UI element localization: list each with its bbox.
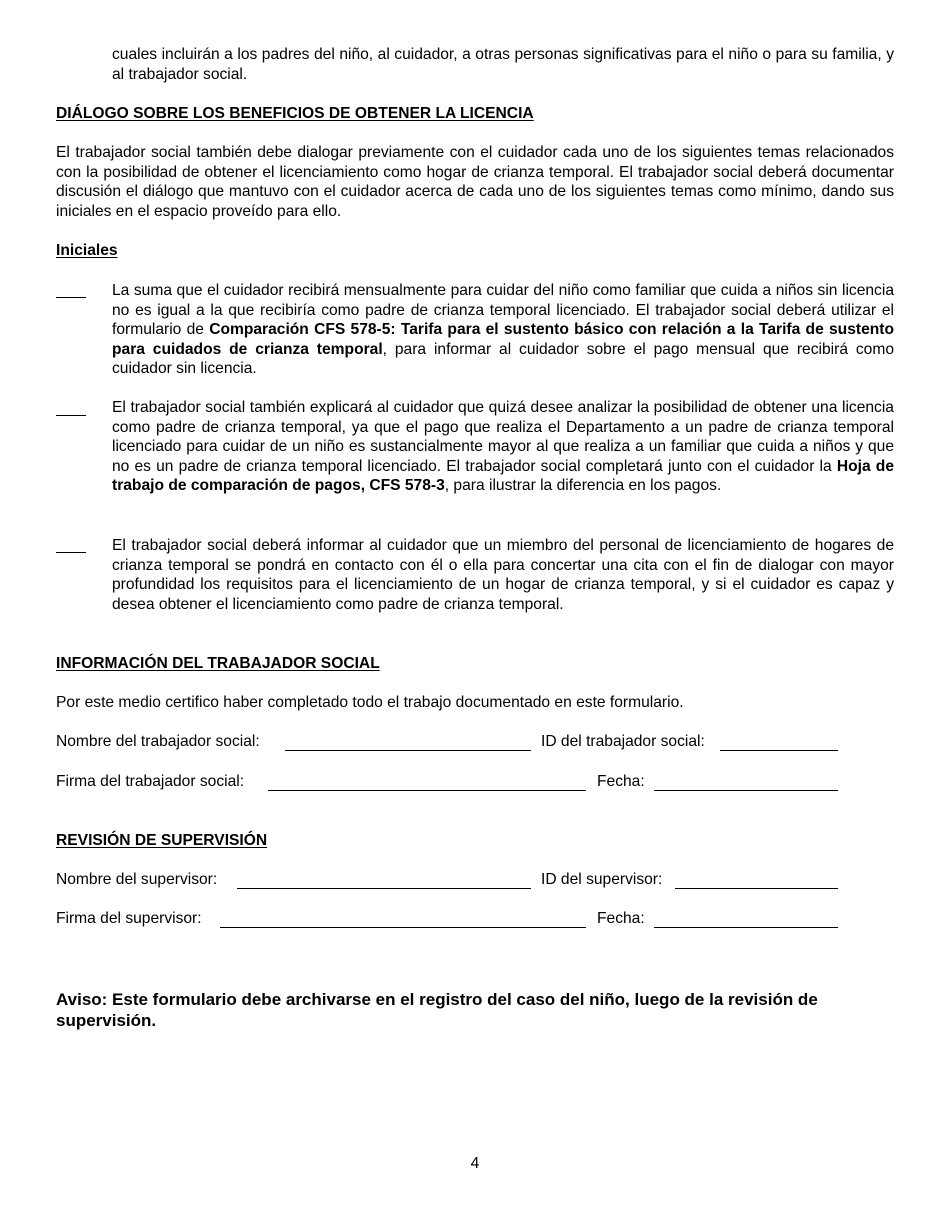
supervisor-date-field[interactable] (654, 927, 838, 928)
supervisor-signature-field[interactable] (220, 927, 586, 928)
social-worker-signature-row (56, 772, 896, 794)
supervisor-name-row (56, 870, 896, 892)
social-worker-name-field[interactable] (285, 750, 531, 751)
initials-item-1: La suma que el cuidador recibirá mensualmente para cuidar del niño como familiar que cuida a niños sin licencia no es igual a la que recibiría como padre de crianza temporal licenciado. El trabajador social deberá utilizar el formulario de Comparación CFS 578-5: Tarifa para el sustento básico con relación a la Tarifa de sustento para cuidados de crianza temporal, para informar al cuidador sobre el pago mensual que recibirá como cuidador sin licencia. (112, 282, 894, 378)
initials-blank-2[interactable] (56, 415, 86, 416)
supervisor-id-field[interactable] (675, 888, 838, 889)
supervisor-name-field[interactable] (237, 888, 531, 889)
supervisor-date-label: Fecha: (597, 910, 645, 927)
initials-blank-1[interactable] (56, 297, 86, 298)
filing-notice: Aviso: Este formulario debe archivarse en el registro del caso del niño, luego de la revisión de supervisión. (56, 990, 818, 1030)
social-worker-name-label: Nombre del trabajador social: (56, 733, 260, 750)
supervisor-name-label: Nombre del supervisor: (56, 871, 218, 888)
initials-heading: Iniciales (56, 242, 118, 259)
social-worker-heading: INFORMACIÓN DEL TRABAJADOR SOCIAL (56, 655, 380, 672)
supervisor-signature-label: Firma del supervisor: (56, 910, 202, 927)
intro-continuation: cuales incluirán a los padres del niño, al cuidador, a otras personas significativas para el niño o para su familia, y al trabajador social. (112, 46, 894, 83)
social-worker-date-label: Fecha: (597, 773, 645, 790)
initials-blank-3[interactable] (56, 552, 86, 553)
supervision-heading: REVISIÓN DE SUPERVISIÓN (56, 832, 268, 849)
supervisor-id-label: ID del supervisor: (541, 871, 663, 888)
social-worker-id-field[interactable] (720, 750, 838, 751)
initials-item-2: El trabajador social también explicará al cuidador que quizá desee analizar la posibilidad de obtener una licencia como padre de crianza temporal, ya que el pago que realiza el Departamento a un padre de crianza temporal licenciado para cuidar de un niño es sustancialmente mayor al que realiza a un familiar que cuida a niños y que no es un padre de crianza temporal licenciado. El trabajador social completará junto con el cuidador la Hoja de trabajo de comparación de pagos, CFS 578-3, para ilustrar la diferencia en los pagos. (112, 399, 894, 495)
initials-item-3: El trabajador social deberá informar al cuidador que un miembro del personal de licenciamiento de hogares de crianza temporal se pondrá en contacto con él o ella para concertar una cita con el fin de dialogar con mayor profundidad los requisitos para el licenciamiento de un hogar de crianza temporal, y si el cuidador es capaz y desea obtener el licenciamiento como padre de crianza temporal. (112, 537, 894, 613)
social-worker-id-label: ID del trabajador social: (541, 733, 705, 750)
social-worker-date-field[interactable] (654, 790, 838, 791)
dialogue-paragraph: El trabajador social también debe dialogar previamente con el cuidador cada uno de los siguientes temas relacionados con la posibilidad de obtener el licenciamiento como hogar de crianza temporal. El trabajador social deberá documentar discusión el diálogo que mantuvo con el cuidador acerca de cada uno de los siguientes temas como mínimo, dando sus iniciales en el espacio proveído para ello. (56, 144, 894, 220)
social-worker-signature-label: Firma del trabajador social: (56, 773, 245, 790)
supervisor-signature-row (56, 909, 896, 931)
social-worker-name-row (56, 732, 896, 754)
social-worker-signature-field[interactable] (268, 790, 586, 791)
dialogue-heading: DIÁLOGO SOBRE LOS BENEFICIOS DE OBTENER LA LICENCIA (56, 105, 534, 122)
page-number: 4 (470, 1155, 480, 1172)
certification-text: Por este medio certifico haber completado todo el trabajo documentado en este formulario. (56, 694, 684, 711)
